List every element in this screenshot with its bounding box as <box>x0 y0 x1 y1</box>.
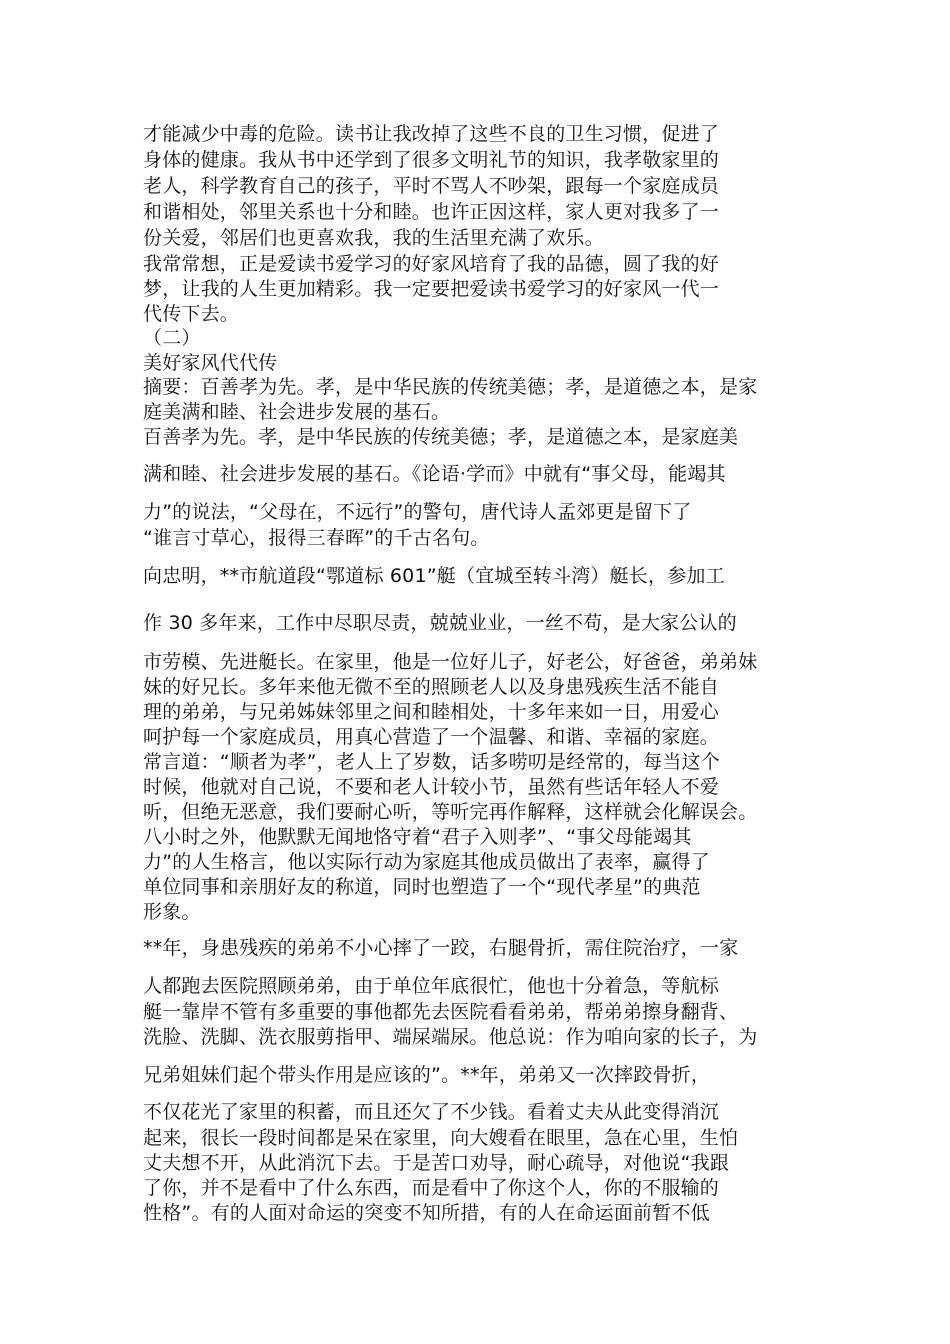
text-line: 起来，很长一段时间都是呆在家里，向大嫂看在眼里，急在心里，生怕 <box>143 1127 739 1149</box>
text-line: 作 30 多年来，工作中尽职尽责，兢兢业业，一丝不苟，是大家公认的 <box>143 612 737 634</box>
text-line: 力”的人生格言，他以实际行动为家庭其他成员做出了表率，赢得了 <box>143 851 710 873</box>
text-line: 听，但绝无恶意，我们要耐心听，等听完再作解释，这样就会化解误会。 <box>143 801 758 823</box>
text-line: 理的弟弟，与兄弟姊妹邻里之间和睦相处，十多年来如一日，用爱心 <box>143 701 720 723</box>
text-line: 不仅花光了家里的积蓄，而且还欠了不少钱。看着丈夫从此变得消沉 <box>143 1101 720 1123</box>
text-line: “谁言寸草心，报得三春晖”的千古名句。 <box>143 527 490 549</box>
text-line: 老人，科学教育自己的孩子，平时不骂人不吵架，跟每一个家庭成员 <box>143 175 720 197</box>
text-line: 兄弟姐妹们起个带头作用是应该的”。**年，弟弟又一次摔跤骨折， <box>143 1064 711 1086</box>
text-line: **年，身患残疾的弟弟不小心摔了一跤，右腿骨折，需住院治疗，一家 <box>143 937 739 959</box>
section-number: （二） <box>143 327 201 349</box>
abstract-line: 庭美满和睦、社会进步发展的基石。 <box>143 401 451 423</box>
text-line: 力”的说法，“父母在，不远行”的警句，唐代诗人孟郊更是留下了 <box>143 501 692 523</box>
text-line: 时候，他就对自己说，不要和老人计较小节，虽然有些话年轻人不爱 <box>143 776 720 798</box>
text-line: 呵护每一个家庭成员，用真心营造了一个温馨、和谐、幸福的家庭。 <box>143 726 720 748</box>
text-line: 市劳模、先进艇长。在家里，他是一位好儿子，好老公，好爸爸，弟弟妹 <box>143 651 758 673</box>
text-line: 性格”。有的人面对命运的突变不知所措，有的人在命运面前暂不低 <box>143 1202 710 1224</box>
text-line: 了你，并不是看中了什么东西，而是看中了你这个人，你的不服输的 <box>143 1177 720 1199</box>
text-line: 份关爱，邻居们也更喜欢我，我的生活里充满了欢乐。 <box>143 227 604 249</box>
text-line: 八小时之外，他默默无闻地恪守着“君子入则孝”、“事父母能竭其 <box>143 826 692 848</box>
text-line: 洗脸、洗脚、洗衣服剪指甲、端屎端尿。他总说：作为咱向家的长子，为 <box>143 1026 758 1048</box>
text-line: 和谐相处，邻里关系也十分和睦。也许正因这样，家人更对我多了一 <box>143 201 720 223</box>
abstract-line: 摘要：百善孝为先。孝，是中华民族的传统美德；孝，是道德之本，是家 <box>143 376 758 398</box>
text-line: 才能减少中毒的危险。读书让我改掉了这些不良的卫生习惯，促进了 <box>143 123 720 145</box>
text-line: 单位同事和亲朋好友的称道，同时也塑造了一个“现代孝星”的典范 <box>143 876 701 898</box>
section-title: 美好家风代代传 <box>143 352 278 374</box>
text-line: 满和睦、社会进步发展的基石。《论语·学而》中就有“事父母，能竭其 <box>143 463 726 485</box>
text-line: 丈夫想不开，从此消沉下去。于是苦口劝导，耐心疏导，对他说“我跟 <box>143 1152 730 1174</box>
text-line: 人都跑去医院照顾弟弟，由于单位年底很忙，他也十分着急，等航标 <box>143 975 720 997</box>
text-line: 形象。 <box>143 901 201 923</box>
text-line: 常言道：“顺者为孝”，老人上了岁数，话多唠叨是经常的，每当这个 <box>143 751 720 773</box>
text-line: 我常常想，正是爱读书爱学习的好家风培育了我的品德，圆了我的好 <box>143 253 720 275</box>
text-line: 代传下去。 <box>143 303 240 325</box>
text-line: 身体的健康。我从书中还学到了很多文明礼节的知识，我孝敬家里的 <box>143 149 720 171</box>
text-line: 向忠明，**市航道段“鄂道标 601”艇（宜城至转斗湾）艇长，参加工 <box>143 565 725 587</box>
text-line: 百善孝为先。孝，是中华民族的传统美德；孝，是道德之本，是家庭美 <box>143 426 739 448</box>
text-line: 妹的好兄长。多年来他无微不至的照顾老人以及身患残疾生活不能自 <box>143 676 720 698</box>
text-line: 艇一靠岸不管有多重要的事他都先去医院看看弟弟，帮弟弟擦身翻背、 <box>143 1001 739 1023</box>
text-line: 梦，让我的人生更加精彩。我一定要把爱读书爱学习的好家风一代一 <box>143 278 720 300</box>
